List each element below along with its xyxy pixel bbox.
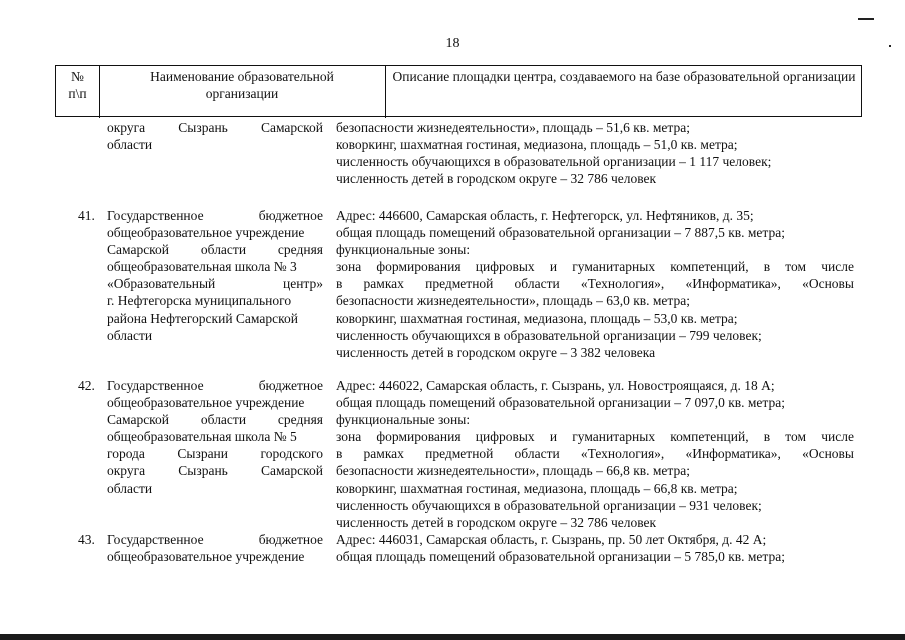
name-line: общеобразовательная школа № 3 bbox=[107, 259, 297, 275]
scan-bottom-border bbox=[0, 634, 905, 640]
desc-line: численность детей в городском округе – 3 382 человека bbox=[336, 344, 656, 360]
name-line: общеобразовательное учреждение bbox=[107, 225, 305, 241]
desc-line: численность детей в городском округе – 32 786 человек bbox=[336, 514, 657, 530]
entry-name bbox=[107, 531, 323, 565]
desc-line: численность обучающихся в образовательной организации – 931 человек; bbox=[336, 497, 762, 513]
desc-line: безопасности жизнедеятельности», площадь – 51,6 кв. метра; bbox=[336, 120, 690, 135]
name-line: «Образовательный центр» bbox=[107, 276, 323, 292]
name-line: общеобразовательное учреждение bbox=[107, 395, 305, 411]
desc-line: коворкинг, шахматная гостиная, медиазона, площадь – 53,0 кв. метра; bbox=[336, 310, 738, 326]
desc-line: в рамках предметной области «Технология», «Информатика», «Основы bbox=[336, 446, 854, 462]
name-line: области bbox=[107, 137, 153, 153]
desc-line: Адрес: 446600, Самарская область, г. Нефтегорск, ул. Нефтяников, д. 35; bbox=[336, 208, 754, 223]
desc-line: численность детей в городском округе – 32 786 человек bbox=[336, 171, 657, 187]
desc-line: Адрес: 446031, Самарская область, г. Сызрань, пр. 50 лет Октября, д. 42 А; bbox=[336, 532, 767, 547]
header-name-line: Наименование образовательной bbox=[150, 69, 334, 84]
name-line: Государственное бюджетное bbox=[107, 208, 323, 223]
entry-description bbox=[336, 531, 854, 565]
name-line: общеобразовательная школа № 5 bbox=[107, 429, 297, 445]
table-header bbox=[55, 65, 862, 117]
desc-line: функциональные зоны: bbox=[336, 242, 471, 258]
desc-line: коворкинг, шахматная гостиная, медиазона, площадь – 66,8 кв. метра; bbox=[336, 480, 738, 496]
header-description-line: Описание площадки центра, создаваемого на базе образовательной организации bbox=[392, 69, 856, 84]
header-name-column bbox=[99, 66, 386, 118]
desc-line: коворкинг, шахматная гостиная, медиазона, площадь – 51,0 кв. метра; bbox=[336, 137, 738, 153]
desc-line: численность обучающихся в образовательной организации – 1 117 человек; bbox=[336, 154, 772, 170]
entry-number: 43. bbox=[78, 532, 95, 547]
header-number-line: п\п bbox=[68, 86, 87, 101]
page-number: 18 bbox=[445, 36, 460, 51]
desc-line: Адрес: 446022, Самарская область, г. Сызрань, ул. Новостроящаяся, д. 18 А; bbox=[336, 378, 775, 393]
scan-edge-mark bbox=[858, 18, 874, 20]
header-description-column bbox=[386, 66, 862, 118]
header-name-line: организации bbox=[205, 86, 279, 101]
entry-name bbox=[107, 119, 323, 153]
desc-line: общая площадь помещений образовательной организации – 7 887,5 кв. метра; bbox=[336, 225, 785, 241]
entry-description bbox=[336, 119, 854, 187]
desc-line: безопасности жизнедеятельности», площадь – 63,0 кв. метра; bbox=[336, 293, 690, 309]
entry-description bbox=[336, 207, 854, 361]
header-number-column bbox=[56, 66, 100, 118]
entry-name bbox=[107, 207, 323, 344]
name-line: города Сызрани городского bbox=[107, 446, 323, 462]
name-line: округа Сызрань Самарской bbox=[107, 120, 323, 135]
desc-line: численность обучающихся в образовательной организации – 799 человек; bbox=[336, 327, 762, 343]
name-line: Государственное бюджетное bbox=[107, 532, 323, 547]
desc-line: функциональные зоны: bbox=[336, 412, 471, 428]
name-line: Самарской области средняя bbox=[107, 412, 323, 428]
name-line: общеобразовательное учреждение bbox=[107, 549, 305, 565]
name-line: области bbox=[107, 327, 153, 343]
desc-line: общая площадь помещений образовательной организации – 7 097,0 кв. метра; bbox=[336, 395, 785, 411]
name-line: Самарской области средняя bbox=[107, 242, 323, 258]
name-line: округа Сызрань Самарской bbox=[107, 463, 323, 479]
entry-number: 41. bbox=[78, 208, 95, 223]
desc-line: в рамках предметной области «Технология», «Информатика», «Основы bbox=[336, 276, 854, 292]
desc-line: зона формирования цифровых и гуманитарных компетенций, в том числе bbox=[336, 429, 854, 445]
entry-description bbox=[336, 377, 854, 531]
entry-name bbox=[107, 377, 323, 497]
entry-number: 42. bbox=[78, 378, 95, 393]
desc-line: безопасности жизнедеятельности», площадь – 66,8 кв. метра; bbox=[336, 463, 690, 479]
desc-line: общая площадь помещений образовательной организации – 5 785,0 кв. метра; bbox=[336, 549, 785, 565]
name-line: Государственное бюджетное bbox=[107, 378, 323, 393]
header-number-line: № bbox=[71, 69, 84, 84]
name-line: области bbox=[107, 480, 153, 496]
name-line: г. Нефтегорска муниципального bbox=[107, 293, 292, 309]
desc-line: зона формирования цифровых и гуманитарных компетенций, в том числе bbox=[336, 259, 854, 275]
name-line: района Нефтегорский Самарской bbox=[107, 310, 298, 326]
